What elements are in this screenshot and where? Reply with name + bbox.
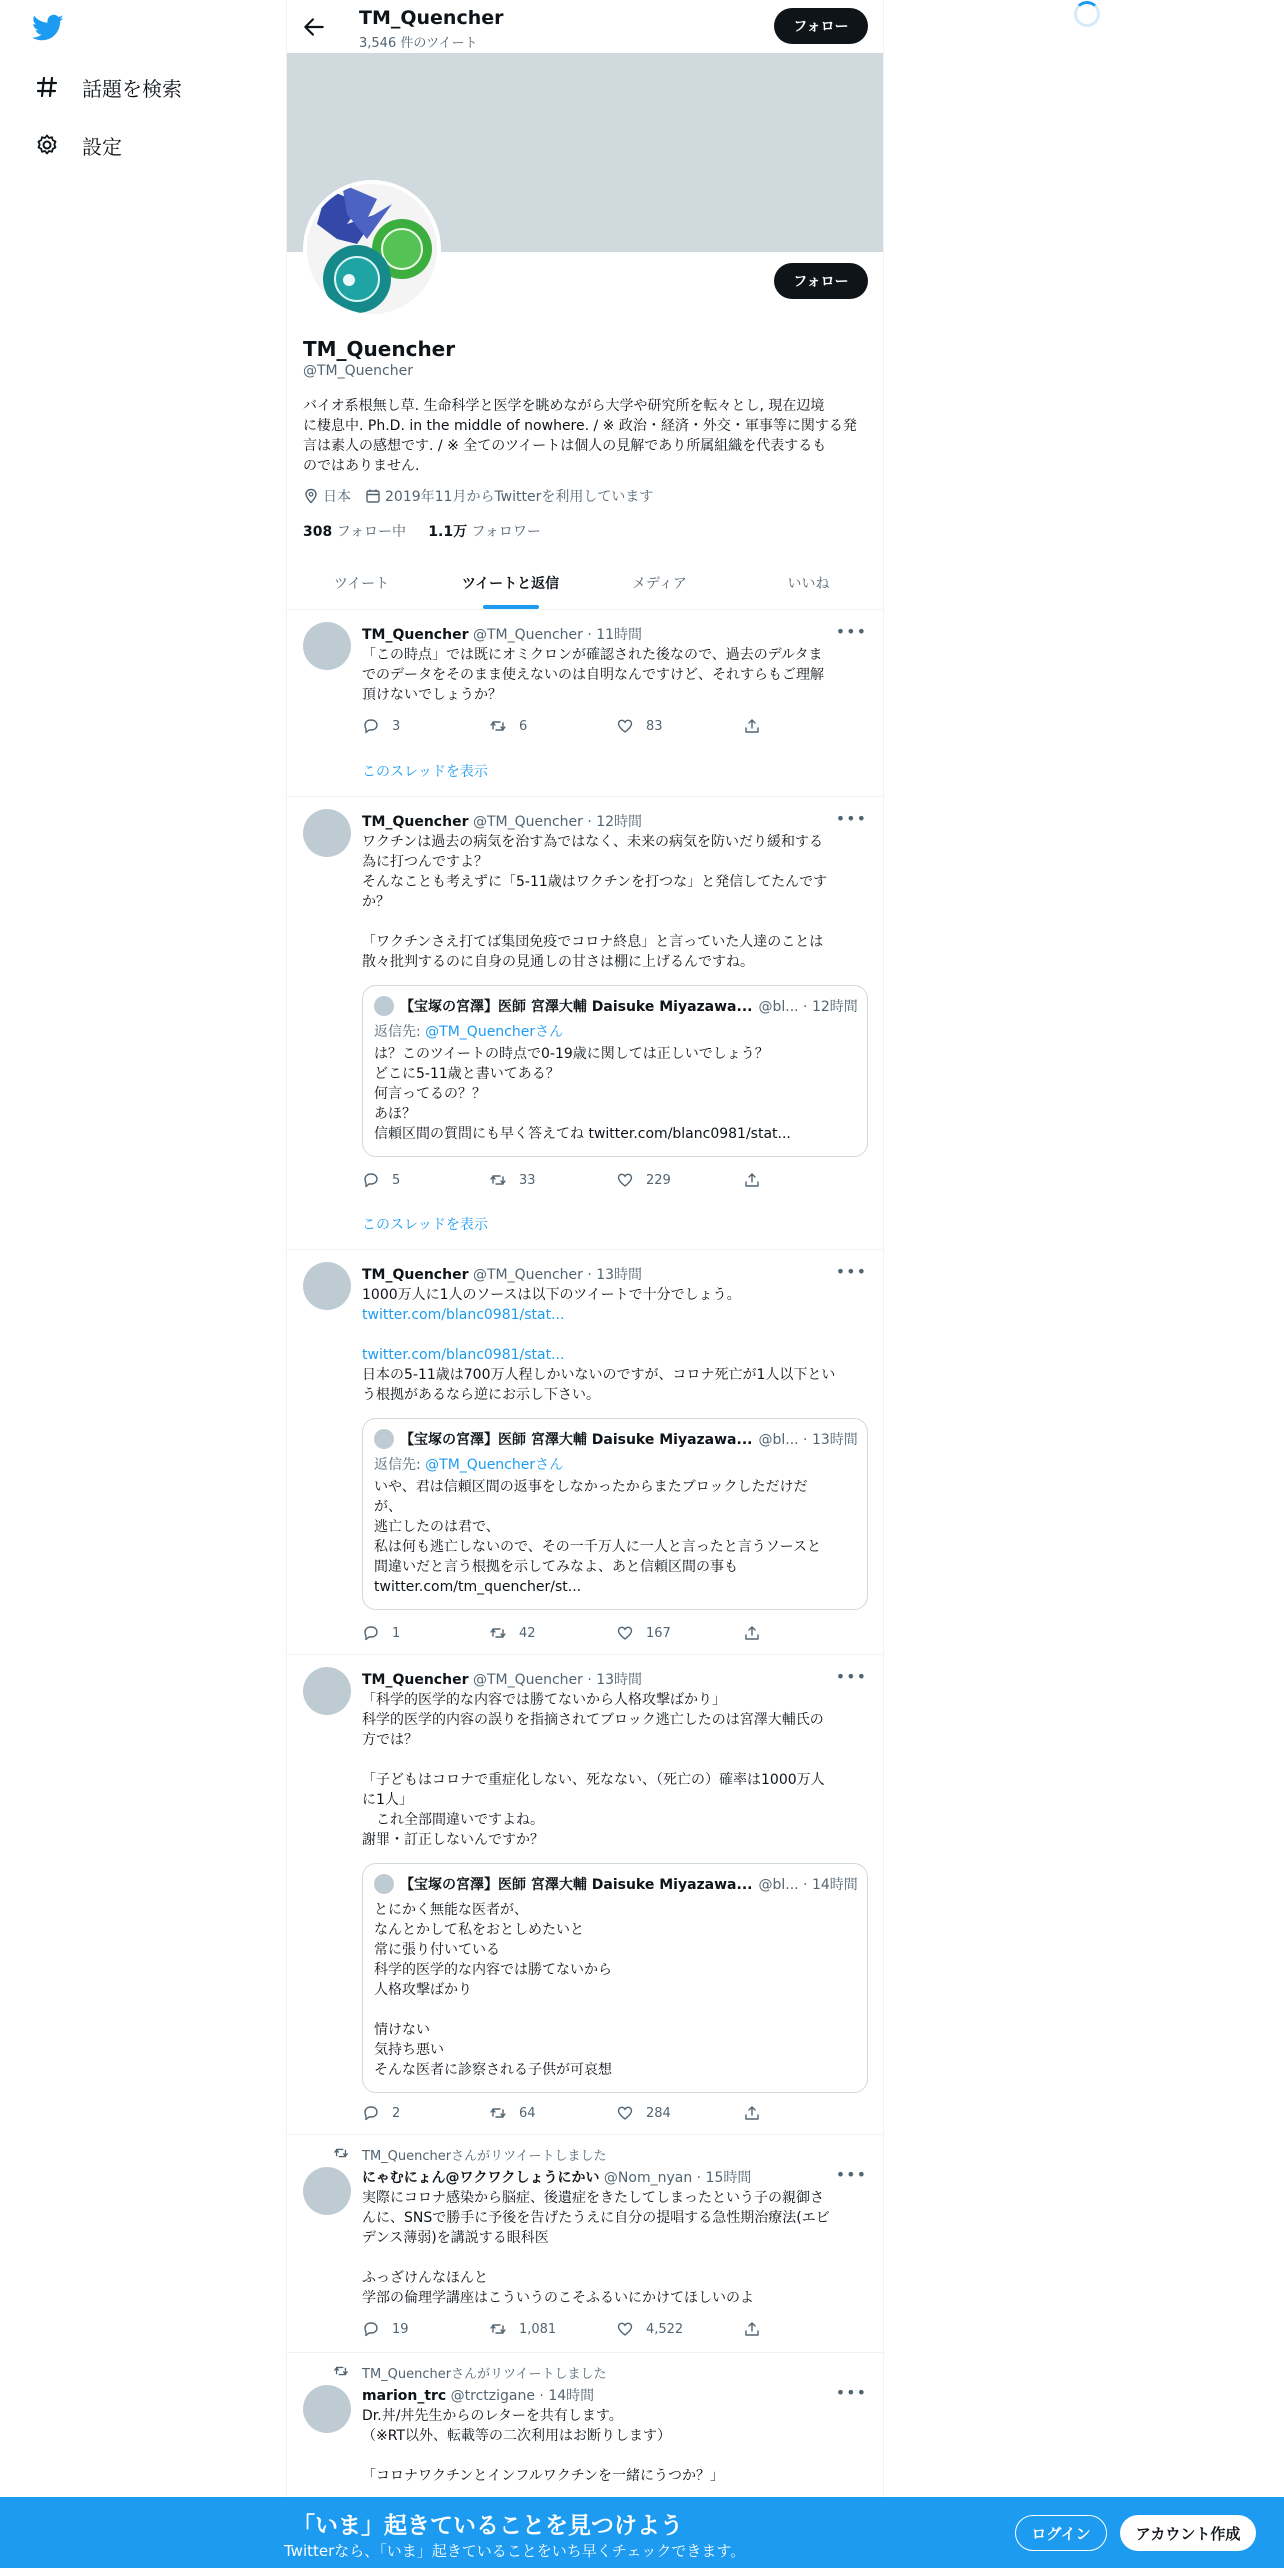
retweet-icon [489,1624,507,1642]
quoted-text: は？このツイートの時点で0-19歳に関しては正しいでしょう？ どこに5-11歳と書いてある？ 何言ってるの？？ あほ？ 信頼区間の質問にも早く答えてね twitter.com/blanc0981/stat... [374,1046,791,1142]
nav-explore[interactable] [34,65,182,109]
heart-icon [616,1171,634,1189]
share-button[interactable] [743,2103,782,2123]
reply-count: 1 [392,1625,401,1641]
profile-header-bar [287,0,883,53]
tweet-author[interactable]: TM_Quencher [362,814,469,830]
header-name: TM_Quencher [359,7,504,29]
profile-bio: バイオ系根無し草. 生命科学と医学を眺めながら大学や研究所を転々とし, 現在辺境 に棲息中. Ph.D. in the middle of nowhere. / ※ 政治・経済・外交・軍事等に関する発 言は素人の感想です. / ※ 全てのツイートは個人の見解であり所属組織を代表するも のではありません. [303,398,857,474]
tweet-header [362,1264,642,1284]
share-icon [743,2104,761,2122]
followers-label: フォロワー [471,524,541,540]
retweet-count: 33 [518,1172,536,1188]
profile-follow-stats [303,521,541,541]
retweet-button[interactable] [489,2319,616,2339]
nav-settings-label: 設定 [82,134,122,159]
retweet-button[interactable] [489,2103,616,2123]
tweet-actions [362,1170,782,1190]
quoted-tweet[interactable] [362,1418,868,1610]
retweet-icon [489,2320,507,2338]
tweet-author[interactable]: にゃむにょん@ワクワクしょうにかい [362,2170,600,2186]
heart-icon [616,2104,634,2122]
following-link[interactable] [303,524,406,540]
show-thread-link[interactable]: このスレッドを表示 [362,1217,488,1233]
tweet[interactable] [287,797,883,1250]
tab-tweets-and-replies[interactable]: ツイートと返信 [436,556,585,609]
tweet-meta: @TM_Quencher · 11時間 [472,627,643,643]
quoted-reply-to [374,1454,563,1474]
signup-button[interactable]: アカウント作成 [1120,2515,1256,2551]
like-count: 284 [645,2105,671,2121]
tweet-actions [362,2319,782,2339]
reply-button[interactable] [362,1623,489,1643]
reply-count: 5 [392,1172,401,1188]
quoted-meta: @bl... · 12時間 [758,999,858,1015]
reply-icon [362,717,380,735]
profile-name: TM_Quencher [303,337,456,361]
reply-prefix: 返信先: [374,1457,426,1473]
tweet-author[interactable]: TM_Quencher [362,1267,469,1283]
like-button[interactable] [616,2103,743,2123]
heart-icon [616,2320,634,2338]
quoted-author: 【宝塚の宮澤】医師 宮澤大輔 Daisuke Miyazawa... [400,1877,753,1893]
signup-banner [0,2497,1284,2568]
tweet-author[interactable]: TM_Quencher [362,1672,469,1688]
signup-banner-subtitle: Twitterなら、「いま」起きていることをいち早くチェックできます。 [284,2542,746,2560]
tweet[interactable] [287,2135,883,2353]
retweet-icon [333,2145,349,2161]
retweet-button[interactable] [489,716,616,736]
reply-count: 19 [392,2321,409,2337]
profile-meta [303,486,667,506]
share-button[interactable] [743,2319,782,2339]
reply-button[interactable] [362,2103,489,2123]
more-options-icon[interactable]: ••• [835,2165,867,2184]
share-button[interactable] [743,1623,782,1643]
like-button[interactable] [616,1623,743,1643]
tweet-text-before: 1000万人に1人のソースは以下のツイートで十分でしょう。 [362,1287,741,1303]
avatar[interactable] [303,622,351,670]
avatar[interactable] [303,809,351,857]
quoted-tweet-header [374,996,858,1016]
tab-media[interactable]: メディア [632,575,687,592]
share-button[interactable] [743,1170,782,1190]
reply-count: 2 [392,2105,401,2121]
tweet-meta: @TM_Quencher · 13時間 [472,1267,643,1283]
quoted-author: 【宝塚の宮澤】医師 宮澤大輔 Daisuke Miyazawa... [400,1432,753,1448]
quoted-text: いや、君は信頼区間の返事をしなかったからまたブロックしただけだ が、 逃亡したのは君で、 私は何も逃亡しないので、その一千万人に一人と言ったと言うソースと 間違いだと言う根拠を示してみなよ、あと信頼区間の事も twitter.com/tm_quencher/st... [374,1479,822,1595]
tweet[interactable] [287,1250,883,1655]
profile-avatar[interactable] [303,180,441,318]
header-tweet-count: 3,546 件のツイート [359,36,478,51]
reply-button[interactable] [362,1170,489,1190]
tweet-text: 「この時点」では既にオミクロンが確認された後なので、過去のデルタま でのデータをそのまま使えないのは自明なんですけど、それすらもご理解 頂けないでしょうか？ [362,647,824,703]
retweet-count: 64 [518,2105,536,2121]
quoted-text: とにかく無能な医者が、 なんとかして私をおとしめたいと 常に張り付いている 科学的医学的な内容では勝てないから 人格攻撃ばかり 情けない 気持ち悪い そんな医者に診察される子供が可哀想 [374,1902,612,2078]
tweet-text: Dr.丼/丼先生からのレターを共有します。 （※RT以外、転載等の二次利用はお断りします） 「コロナワクチンとインフルワクチンを一緒にうつか？」 [362,2408,725,2484]
signup-banner-title: 「いま」起きていることを見つけよう [292,2513,683,2539]
left-nav [0,0,286,2568]
tweet[interactable] [287,610,883,797]
share-icon [743,1171,761,1189]
retweet-icon [489,1171,507,1189]
avatar[interactable] [303,2167,351,2215]
location-pin-icon [303,488,319,504]
avatar[interactable] [303,1667,351,1715]
profile-location-label: 日本 [323,489,351,505]
tweet[interactable] [287,1655,883,2135]
profile-location [303,486,351,506]
tweet-actions [362,1623,782,1643]
tweet-link[interactable]: twitter.com/blanc0981/stat... [362,1307,565,1323]
retweeted-by-label[interactable]: TM_Quencherさんがリツイートしました [362,2367,607,2382]
retweet-icon [489,717,507,735]
tweet[interactable] [287,2353,883,2497]
retweet-count: 1,081 [518,2321,557,2337]
heart-icon [616,1624,634,1642]
main-column [286,0,884,2568]
reply-to-handle[interactable]: @TM_Quencherさん [425,1024,564,1040]
tweet-text: 実際にコロナ感染から脳症、後遺症をきたしてしまったという子の親御さ んに、SNSで勝手に予後を告げたうえに自分の提唱する急性期治療法(エビ デンス薄弱)を講説する眼科医 ふっざけんなほんと 学部の倫理学講座はこういうのこそふるいにかけてほしいのよ [362,2190,830,2306]
quoted-tweet[interactable] [362,985,868,1157]
reply-button[interactable] [362,2319,489,2339]
retweet-count: 42 [518,1625,536,1641]
back-arrow-icon[interactable] [301,14,327,40]
gear-icon [34,132,60,158]
profile-follow-button[interactable]: フォロー [774,263,868,299]
quoted-author: 【宝塚の宮澤】医師 宮澤大輔 Daisuke Miyazawa... [400,999,753,1015]
reply-prefix: 返信先: [374,1024,426,1040]
more-options-icon[interactable]: ••• [835,1667,867,1686]
tweet-header [362,1669,642,1689]
retweet-button[interactable] [489,1623,616,1643]
share-icon [743,2320,761,2338]
tweet-text [362,1285,868,1405]
tweet-actions [362,2103,782,2123]
tweet-text: 「科学的医学的な内容では勝てないから人格攻撃ばかり」 科学的医学的内容の誤りを指摘されてブロック逃亡したのは宮澤大輔氏の 方では？ 「子どもはコロナで重症化しない、死なない、（死亡の）確率は1000万人 に1人」 これ全部間違いですよね。 謝罪・訂正しないんですか？ [362,1692,825,1848]
profile-handle: @TM_Quencher [303,363,413,379]
like-button[interactable] [616,1170,743,1190]
like-count: 167 [645,1625,671,1641]
tweet-meta: @TM_Quencher · 12時間 [472,814,643,830]
share-icon [743,1624,761,1642]
retweeted-by-label[interactable]: TM_Quencherさんがリツイートしました [362,2149,607,2164]
quoted-tweet-header [374,1874,858,1894]
login-button[interactable]: ログイン [1015,2515,1107,2551]
tweet-meta: @trctzigane · 14時間 [450,2388,595,2404]
reply-icon [362,2320,380,2338]
quoted-meta: @bl... · 13時間 [758,1432,858,1448]
share-button[interactable] [743,716,782,736]
profile-joined [365,486,653,506]
tweet-link[interactable]: twitter.com/blanc0981/stat... [362,1347,565,1363]
tweet-header [362,811,642,831]
avatar [374,1429,394,1449]
quoted-tweet-header [374,1429,858,1449]
retweet-icon [333,2363,349,2379]
reply-to-handle[interactable]: @TM_Quencherさん [425,1457,564,1473]
quoted-reply-to [374,1021,563,1041]
calendar-icon [365,488,381,504]
tweet-text: ワクチンは過去の病気を治す為ではなく、未来の病気を防いだり緩和する 為に打つんですよ？ そんなことも考えずに「5-11歳はワクチンを打つな」と発信してたんです か？ 「ワクチンさえ打てば集団免疫でコロナ終息」と言っていた人達のことは 散々批判するのに自身の見通しの甘さは棚に上げるんですね。 [362,834,828,970]
tweet-author[interactable]: TM_Quencher [362,627,469,643]
tab-likes[interactable]: いいね [787,575,830,592]
retweet-button[interactable] [489,1170,616,1190]
tweet-text-after: 日本の5-11歳は700万人程しかいないのですが、コロナ死亡が1人以下とい う根拠があるなら逆にお示し下さい。 [362,1367,836,1403]
quoted-meta: @bl... · 14時間 [758,1877,858,1893]
more-options-icon[interactable]: ••• [835,622,867,641]
avatar[interactable] [303,1262,351,1310]
reply-icon [362,1171,380,1189]
like-count: 229 [645,1172,671,1188]
more-options-icon[interactable]: ••• [835,809,867,828]
more-options-icon[interactable]: ••• [835,2383,867,2402]
like-button[interactable] [616,716,743,736]
quoted-tweet[interactable] [362,1863,868,2093]
profile-tabs [287,556,883,610]
reply-icon [362,2104,380,2122]
tweet-header [362,2385,594,2405]
hashtag-icon [34,74,60,100]
tweet-header [362,624,642,644]
reply-button[interactable] [362,716,489,736]
show-thread-link[interactable]: このスレッドを表示 [362,764,488,780]
tweet-author[interactable]: marion_trc [362,2388,447,2404]
more-options-icon[interactable]: ••• [835,1262,867,1281]
tweet-header [362,2167,751,2187]
following-label: フォロー中 [336,524,406,540]
header-follow-button[interactable]: フォロー [774,8,868,44]
like-count: 4,522 [645,2321,684,2337]
retweet-count: 6 [518,718,528,734]
loading-spinner-icon [1074,1,1100,27]
profile-joined-label: 2019年11月からTwitterを利用しています [385,489,654,505]
tweet-actions [362,716,782,736]
avatar [374,996,394,1016]
followers-link[interactable] [428,524,541,540]
nav-settings[interactable] [34,123,122,167]
reply-icon [362,1624,380,1642]
following-count: 308 [303,524,333,540]
heart-icon [616,717,634,735]
tweet-meta: @TM_Quencher · 13時間 [472,1672,643,1688]
twitter-logo-icon[interactable] [32,14,64,42]
avatar[interactable] [303,2385,351,2433]
tab-tweets[interactable]: ツイート [333,575,390,592]
nav-explore-label: 話題を検索 [82,76,182,101]
like-count: 83 [645,718,663,734]
share-icon [743,717,761,735]
tweet-meta: @Nom_nyan · 15時間 [603,2170,752,2186]
followers-count: 1.1万 [428,524,468,540]
like-button[interactable] [616,2319,743,2339]
avatar [374,1874,394,1894]
retweet-icon [489,2104,507,2122]
reply-count: 3 [392,718,401,734]
